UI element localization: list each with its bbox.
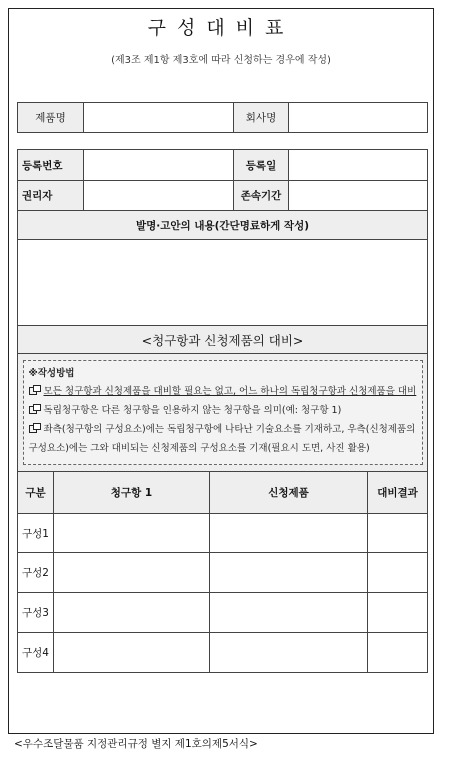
claim-cell[interactable] [54, 514, 210, 553]
claim-cell[interactable] [54, 553, 210, 593]
result-cell[interactable] [368, 514, 428, 553]
document-icon [29, 404, 41, 414]
instruction-item [29, 401, 417, 420]
document-icon [29, 385, 41, 395]
duration-label: 존속기간 [234, 181, 289, 211]
product-cell[interactable] [210, 633, 368, 673]
instruction-item [29, 382, 417, 401]
result-cell[interactable] [368, 593, 428, 633]
form-title: 구성대비표 [147, 17, 295, 39]
invention-content-field[interactable] [18, 240, 428, 326]
claim-cell[interactable] [54, 633, 210, 673]
company-name-label: 회사명 [234, 103, 289, 133]
invention-content-label: 발명·고안의 내용(간단명료하게 작성) [18, 211, 428, 240]
row-label: 구성4 [18, 633, 54, 673]
comparison-section-title: <청구항과 신청제품의 대비> [18, 326, 428, 354]
registration-table [17, 149, 428, 326]
product-cell[interactable] [210, 553, 368, 593]
table-row [18, 553, 428, 593]
comparison-table [17, 325, 428, 673]
product-cell[interactable] [210, 593, 368, 633]
instruction-cell [18, 354, 428, 472]
instruction-box [23, 360, 423, 465]
registration-date-field[interactable] [289, 150, 428, 181]
claim-cell[interactable] [54, 593, 210, 633]
rights-holder-label: 권리자 [18, 181, 84, 211]
product-cell[interactable] [210, 514, 368, 553]
registration-number-field[interactable] [84, 150, 234, 181]
registration-number-label: 등록번호 [18, 150, 84, 181]
instruction-text: 모든 청구항과 신청제품을 대비할 필요는 없고, 어느 하나의 독립청구항과 신청제품을 대비 [43, 386, 417, 397]
instruction-text: 좌측(청구항의 구성요소)에는 독립청구항에 나타난 기술요소를 기재하고, 우측(신청제품의 구성요소)에는 그와 대비되는 신청제품의 구성요소를 기재(필요시 도면, 사진 활용) [28, 424, 416, 454]
header-category: 구분 [18, 472, 54, 514]
instruction-item [29, 420, 417, 458]
header-claim: 청구항 1 [54, 472, 210, 514]
instruction-text: 독립청구항은 다른 청구항을 인용하지 않는 청구항을 의미(예: 청구항 1) [43, 405, 342, 416]
row-label: 구성1 [18, 514, 54, 553]
form-frame [8, 8, 434, 734]
instruction-heading: ※작성방법 [28, 368, 75, 379]
form-footer: <우수조달물품 지정관리규정 별지 제1호의제5서식> [14, 738, 258, 750]
row-label: 구성3 [18, 593, 54, 633]
company-name-field[interactable] [289, 103, 428, 133]
table-row [18, 514, 428, 553]
table-row [18, 593, 428, 633]
rights-holder-field[interactable] [84, 181, 234, 211]
header-product: 신청제품 [210, 472, 368, 514]
document-icon [29, 423, 41, 433]
result-cell[interactable] [368, 553, 428, 593]
form-subtitle: (제3조 제1항 제3호에 따라 신청하는 경우에 작성) [111, 55, 331, 66]
product-name-label: 제품명 [18, 103, 84, 133]
registration-date-label: 등록일 [234, 150, 289, 181]
product-table [17, 102, 428, 133]
row-label: 구성2 [18, 553, 54, 593]
product-name-field[interactable] [84, 103, 234, 133]
duration-field[interactable] [289, 181, 428, 211]
result-cell[interactable] [368, 633, 428, 673]
header-result: 대비결과 [368, 472, 428, 514]
table-row [18, 633, 428, 673]
